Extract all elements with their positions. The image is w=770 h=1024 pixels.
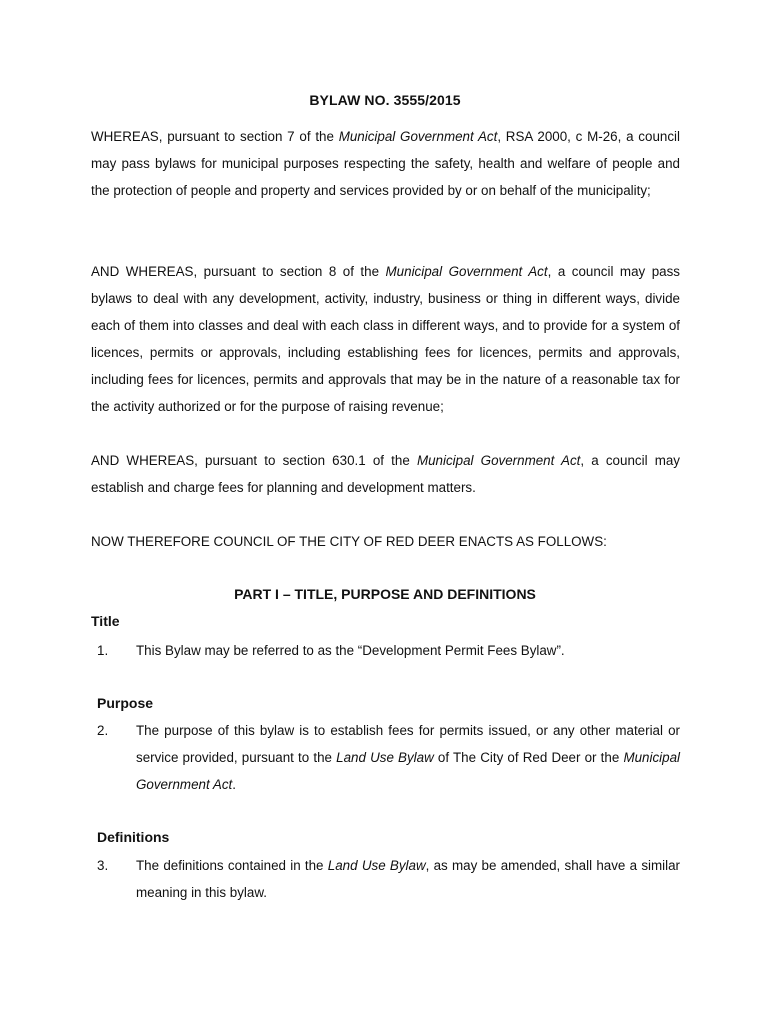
whereas-3-text-a: AND WHEREAS, pursuant to section 630.1 of the (91, 453, 417, 468)
whereas-paragraph-2 (91, 258, 680, 420)
item-3-text (136, 852, 680, 906)
item-2-act-name: Municipal Government Act (136, 750, 681, 792)
item-1-number: 1. (97, 643, 109, 658)
whereas-2-act-name: Municipal Government Act (385, 264, 548, 279)
bylaw-title: BYLAW NO. 3555/2015 (309, 92, 461, 108)
whereas-1-act-name: Municipal Government Act (338, 129, 498, 144)
item-1-text: This Bylaw may be referred to as the “Development Permit Fees Bylaw”. (136, 643, 565, 658)
whereas-2-text-b: , a council may pass bylaws to deal with any development, activity, industry, business or thing in different ways, divide each of them into classes and deal with each class in different ways, and to provide for a system of licences, permits or approvals, including establishing fees for licences, permits and approvals, including fees for licences, permits and approvals that may be in the nature of a reasonable tax for the activity authorized or for the purpose of raising revenue; (91, 264, 680, 414)
definitions-section-heading: Definitions (97, 829, 170, 845)
whereas-1-text-a: WHEREAS, pursuant to section 7 of the (91, 129, 339, 144)
item-2-number: 2. (97, 723, 109, 738)
item-3-number: 3. (97, 858, 109, 873)
item-3-land-use-bylaw: Land Use Bylaw (327, 858, 426, 873)
item-3-text-a: The definitions contained in the (136, 858, 328, 873)
whereas-3-act-name: Municipal Government Act (416, 453, 581, 468)
item-3-text-b: , as may be amended, shall have a similar meaning in this bylaw. (136, 858, 680, 900)
enacting-clause: NOW THEREFORE COUNCIL OF THE CITY OF RED DEER ENACTS AS FOLLOWS: (91, 534, 607, 549)
title-section-heading: Title (91, 613, 120, 629)
item-2-land-use-bylaw: Land Use Bylaw (336, 750, 434, 765)
whereas-paragraph-3 (91, 447, 680, 501)
item-2-text-a: The purpose of this bylaw is to establish fees for permits issued, or any other material or service provided, pursuant to the (136, 723, 680, 765)
part-1-heading: PART I – TITLE, PURPOSE AND DEFINITIONS (234, 586, 536, 602)
purpose-section-heading: Purpose (97, 695, 154, 711)
whereas-1-text-b: , RSA 2000, c M-26, a council may pass bylaws for municipal purposes respecting the safety, health and welfare of people and the protection of people and property and services provided by or on behalf of the municipality; (91, 129, 680, 198)
item-2-text (136, 717, 680, 798)
item-2-text-c: . (232, 777, 236, 792)
whereas-2-text-a: AND WHEREAS, pursuant to section 8 of the (91, 264, 386, 279)
whereas-paragraph-1 (91, 123, 680, 204)
item-2-text-b: of The City of Red Deer or the (433, 750, 624, 765)
whereas-3-text-b: , a council may establish and charge fees for planning and development matters. (91, 453, 680, 495)
